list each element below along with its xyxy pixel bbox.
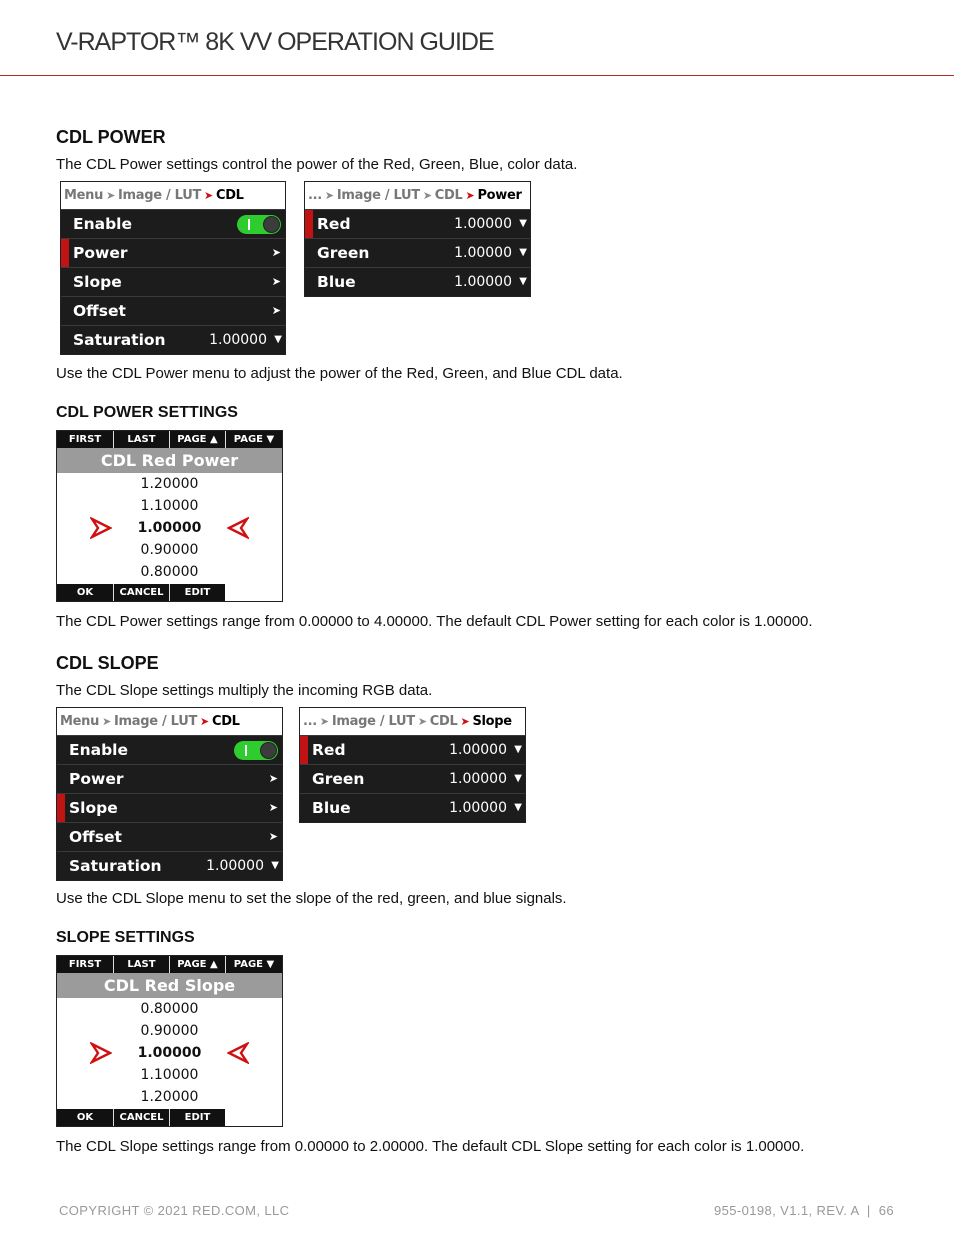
enable-toggle[interactable] <box>237 215 281 234</box>
breadcrumb-image-lut[interactable]: Image / LUT <box>114 714 198 729</box>
menu-item-label: Saturation <box>69 857 162 875</box>
breadcrumb-menu[interactable]: Menu <box>64 188 104 203</box>
triangle-up-icon: ▲ <box>209 434 218 445</box>
picker-bottom-bar <box>57 1109 225 1126</box>
chevron-right-icon: ➤ <box>106 189 115 202</box>
cdl-menu-panel <box>56 707 283 881</box>
chevron-right-icon: ➤ <box>271 275 281 288</box>
menu-item-label: Green <box>312 770 365 788</box>
chevron-down-icon: ▼ <box>514 802 522 813</box>
cdl-power-range-text: The CDL Power settings range from 0.00000 to 4.00000. The default CDL Power setting for each color is 1.00000. <box>56 613 813 630</box>
menu-item-label: Offset <box>69 828 122 846</box>
section-heading-slope-settings: SLOPE SETTINGS <box>56 929 195 946</box>
picker-bottom-bar <box>57 584 225 601</box>
selection-arrow-left-icon <box>227 1042 249 1064</box>
menu-item-power[interactable] <box>57 764 282 793</box>
chevron-right-icon: ➤ <box>271 304 281 317</box>
green-value: 1.00000 <box>449 771 507 787</box>
first-button[interactable]: FIRST <box>57 431 114 448</box>
menu-item-label: Slope <box>69 799 118 817</box>
document-title: V-RAPTOR™ 8K VV OPERATION GUIDE <box>56 28 494 56</box>
picker-value-selected[interactable]: 1.00000 <box>137 520 202 536</box>
menu-item-saturation[interactable] <box>61 325 285 354</box>
menu-item-saturation[interactable] <box>57 851 282 880</box>
red-value: 1.00000 <box>454 216 512 232</box>
page-up-button[interactable]: PAGE ▲ <box>170 431 226 448</box>
menu-item-label: Blue <box>317 273 356 291</box>
power-value-picker <box>56 430 283 602</box>
breadcrumb-cdl: CDL <box>215 188 244 203</box>
last-button[interactable]: LAST <box>114 431 170 448</box>
saturation-value: 1.00000 <box>206 858 264 874</box>
menu-item-label: Power <box>73 244 128 262</box>
triangle-down-icon: ▼ <box>266 959 275 970</box>
chevron-down-icon: ▼ <box>514 773 522 784</box>
cdl-power-intro: The CDL Power settings control the power of the Red, Green, Blue, color data. <box>56 156 578 173</box>
menu-item-green[interactable] <box>305 238 530 267</box>
blue-value: 1.00000 <box>454 274 512 290</box>
section-heading-power-settings: CDL POWER SETTINGS <box>56 404 238 421</box>
slope-value-picker <box>56 955 283 1127</box>
footer-copyright: COPYRIGHT © 2021 RED.COM, LLC <box>59 1203 290 1218</box>
breadcrumb <box>57 708 282 735</box>
chevron-right-icon: ➤ <box>460 715 470 728</box>
green-value: 1.00000 <box>454 245 512 261</box>
menu-item-label: Enable <box>69 741 129 759</box>
breadcrumb <box>300 708 525 735</box>
page-down-button[interactable]: PAGE ▼ <box>233 959 275 970</box>
header-rule <box>0 75 954 76</box>
breadcrumb-ellipsis[interactable]: ... <box>303 714 317 729</box>
menu-item-blue[interactable] <box>305 267 530 296</box>
chevron-right-icon: ➤ <box>417 715 427 728</box>
triangle-down-icon: ▼ <box>266 434 275 445</box>
picker-top-bar <box>57 431 282 448</box>
enable-toggle[interactable] <box>234 741 278 760</box>
menu-item-offset[interactable] <box>61 296 285 325</box>
chevron-down-icon: ▼ <box>519 218 527 229</box>
first-button[interactable]: FIRST <box>57 956 114 973</box>
selection-arrow-left-icon <box>227 517 249 539</box>
menu-item-blue[interactable] <box>300 793 525 822</box>
blue-value: 1.00000 <box>449 800 507 816</box>
breadcrumb <box>305 182 530 209</box>
slope-menu-panel <box>299 707 526 823</box>
cdl-power-menu-caption: Use the CDL Power menu to adjust the power of the Red, Green, and Blue CDL data. <box>56 365 623 382</box>
ok-button[interactable]: OK <box>57 584 114 601</box>
menu-item-label: Red <box>312 741 346 759</box>
cancel-button[interactable]: CANCEL <box>114 584 170 601</box>
footer-doc-ref: 955-0198, V1.1, REV. A | 66 <box>713 1203 894 1218</box>
chevron-right-icon: ➤ <box>422 189 432 202</box>
menu-item-green[interactable] <box>300 764 525 793</box>
red-value: 1.00000 <box>449 742 507 758</box>
menu-item-red[interactable] <box>300 735 525 764</box>
menu-item-label: Red <box>317 215 351 233</box>
picker-title: CDL Red Slope <box>57 973 282 998</box>
edit-button[interactable]: EDIT <box>184 1112 211 1123</box>
picker-value[interactable]: 1.10000 <box>140 498 199 514</box>
chevron-down-icon: ▼ <box>519 276 527 287</box>
picker-value[interactable]: 1.20000 <box>140 476 199 492</box>
breadcrumb-cdl[interactable]: CDL <box>429 714 458 729</box>
chevron-right-icon: ➤ <box>324 189 334 202</box>
menu-item-red[interactable] <box>305 209 530 238</box>
chevron-right-icon: ➤ <box>204 189 213 202</box>
menu-item-slope[interactable] <box>57 793 282 822</box>
menu-item-label: Saturation <box>73 331 166 349</box>
triangle-up-icon: ▲ <box>209 959 218 970</box>
menu-item-label: Power <box>69 770 124 788</box>
picker-top-bar <box>57 956 282 973</box>
picker-value[interactable]: 0.90000 <box>140 1023 199 1039</box>
saturation-value: 1.00000 <box>209 332 267 348</box>
page-down-button[interactable]: PAGE ▼ <box>233 434 275 445</box>
chevron-right-icon: ➤ <box>102 715 111 728</box>
cdl-slope-menu-caption: Use the CDL Slope menu to set the slope of the red, green, and blue signals. <box>56 890 567 907</box>
chevron-down-icon: ▼ <box>271 860 279 871</box>
section-heading-cdl-slope: CDL SLOPE <box>56 653 159 673</box>
chevron-down-icon: ▼ <box>514 744 522 755</box>
picker-value[interactable]: 1.10000 <box>140 1067 199 1083</box>
chevron-right-icon: ➤ <box>268 772 278 785</box>
section-heading-cdl-power: CDL POWER <box>56 127 166 147</box>
chevron-right-icon: ➤ <box>465 189 475 202</box>
menu-item-slope[interactable] <box>61 267 285 296</box>
chevron-right-icon: ➤ <box>200 715 209 728</box>
chevron-right-icon: ➤ <box>271 246 281 259</box>
breadcrumb-cdl: CDL <box>211 714 240 729</box>
picker-value[interactable]: 1.20000 <box>140 1089 199 1105</box>
ok-button[interactable]: OK <box>57 1109 114 1126</box>
menu-item-power[interactable] <box>61 238 285 267</box>
picker-value[interactable]: 0.90000 <box>140 542 199 558</box>
breadcrumb-ellipsis[interactable]: ... <box>308 188 322 203</box>
chevron-down-icon: ▼ <box>519 247 527 258</box>
picker-value[interactable]: 0.80000 <box>140 1001 199 1017</box>
selection-arrow-right-icon <box>90 1042 112 1064</box>
menu-item-label: Slope <box>73 273 122 291</box>
breadcrumb-image-lut[interactable]: Image / LUT <box>336 188 420 203</box>
chevron-down-icon: ▼ <box>274 334 282 345</box>
breadcrumb-cdl[interactable]: CDL <box>434 188 463 203</box>
last-button[interactable]: LAST <box>114 956 170 973</box>
breadcrumb-menu[interactable]: Menu <box>60 714 100 729</box>
chevron-right-icon: ➤ <box>268 830 278 843</box>
breadcrumb-power: Power <box>477 188 522 203</box>
menu-item-label: Green <box>317 244 370 262</box>
menu-item-label: Blue <box>312 799 351 817</box>
cancel-button[interactable]: CANCEL <box>114 1109 170 1126</box>
cdl-slope-range-text: The CDL Slope settings range from 0.00000 to 2.00000. The default CDL Slope setting for each color is 1.00000. <box>56 1138 805 1155</box>
picker-title: CDL Red Power <box>57 448 282 473</box>
page-up-button[interactable]: PAGE ▲ <box>170 956 226 973</box>
cdl-menu-panel <box>60 181 286 355</box>
chevron-right-icon: ➤ <box>268 801 278 814</box>
cdl-slope-intro: The CDL Slope settings multiply the incoming RGB data. <box>56 682 433 699</box>
breadcrumb <box>61 182 285 209</box>
edit-button[interactable]: EDIT <box>184 587 211 598</box>
chevron-right-icon: ➤ <box>319 715 329 728</box>
menu-item-enable[interactable] <box>57 735 282 764</box>
breadcrumb-slope: Slope <box>472 714 512 729</box>
menu-item-offset[interactable] <box>57 822 282 851</box>
menu-item-enable[interactable] <box>61 209 285 238</box>
menu-item-label: Enable <box>73 215 133 233</box>
breadcrumb-image-lut[interactable]: Image / LUT <box>331 714 415 729</box>
selection-arrow-right-icon <box>90 517 112 539</box>
picker-value-selected[interactable]: 1.00000 <box>137 1045 202 1061</box>
picker-value[interactable]: 0.80000 <box>140 564 199 580</box>
power-menu-panel <box>304 181 531 297</box>
breadcrumb-image-lut[interactable]: Image / LUT <box>118 188 202 203</box>
menu-item-label: Offset <box>73 302 126 320</box>
